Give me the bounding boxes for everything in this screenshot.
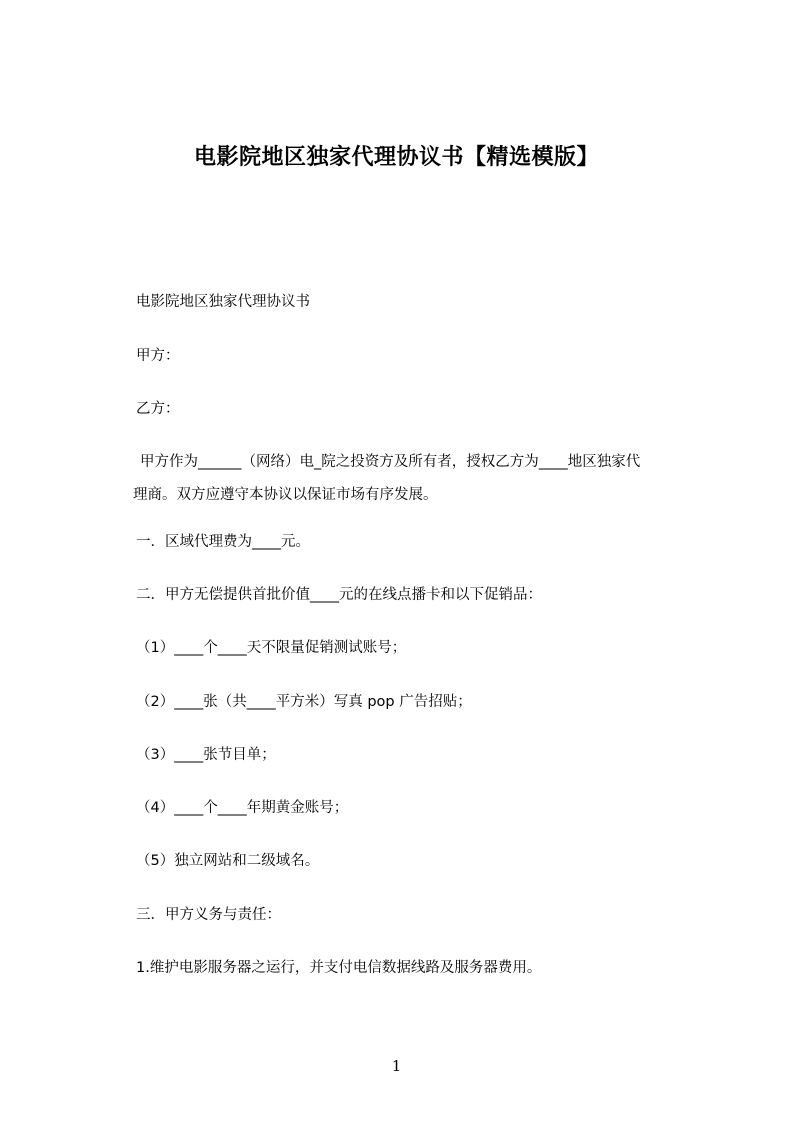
clause-1: 一．区域代理费为____元。 xyxy=(136,534,310,550)
preamble-line-1: 甲方作为______（网络）电_院之投资方及所有者，授权乙方为____地区独家代 xyxy=(140,454,641,470)
clause-2-item-2: （2）____张（共____平方米）写真 pop 广告招贴； xyxy=(136,694,472,710)
preamble-paragraph xyxy=(133,452,718,505)
clause-2-item-3: （3）____张节目单； xyxy=(136,747,276,763)
preamble-line-2: 理商。双方应遵守本协议以保证市场有序发展。 xyxy=(133,487,438,503)
subtitle-paragraph: 电影院地区独家代理协议书 xyxy=(136,294,310,310)
clause-3-item-1: 1.维护电影服务器之运行，并支付电信数据线路及服务器费用。 xyxy=(136,960,542,976)
clause-2: 二．甲方无偿提供首批价值____元的在线点播卡和以下促销品： xyxy=(136,587,542,603)
clause-2-item-1: （1）____个____天不限量促销测试账号； xyxy=(136,640,407,656)
clause-3: 三．甲方义务与责任： xyxy=(136,907,281,923)
page-number: 1 xyxy=(391,1057,402,1075)
clause-2-item-4: （4）____个____年期黄金账号； xyxy=(136,800,349,816)
document-title: 电影院地区独家代理协议书【精选模版】 xyxy=(193,145,599,170)
clause-2-item-5: （5）独立网站和二级域名。 xyxy=(136,853,320,869)
party-b-label: 乙方： xyxy=(136,401,180,417)
party-a-label: 甲方： xyxy=(136,348,180,364)
